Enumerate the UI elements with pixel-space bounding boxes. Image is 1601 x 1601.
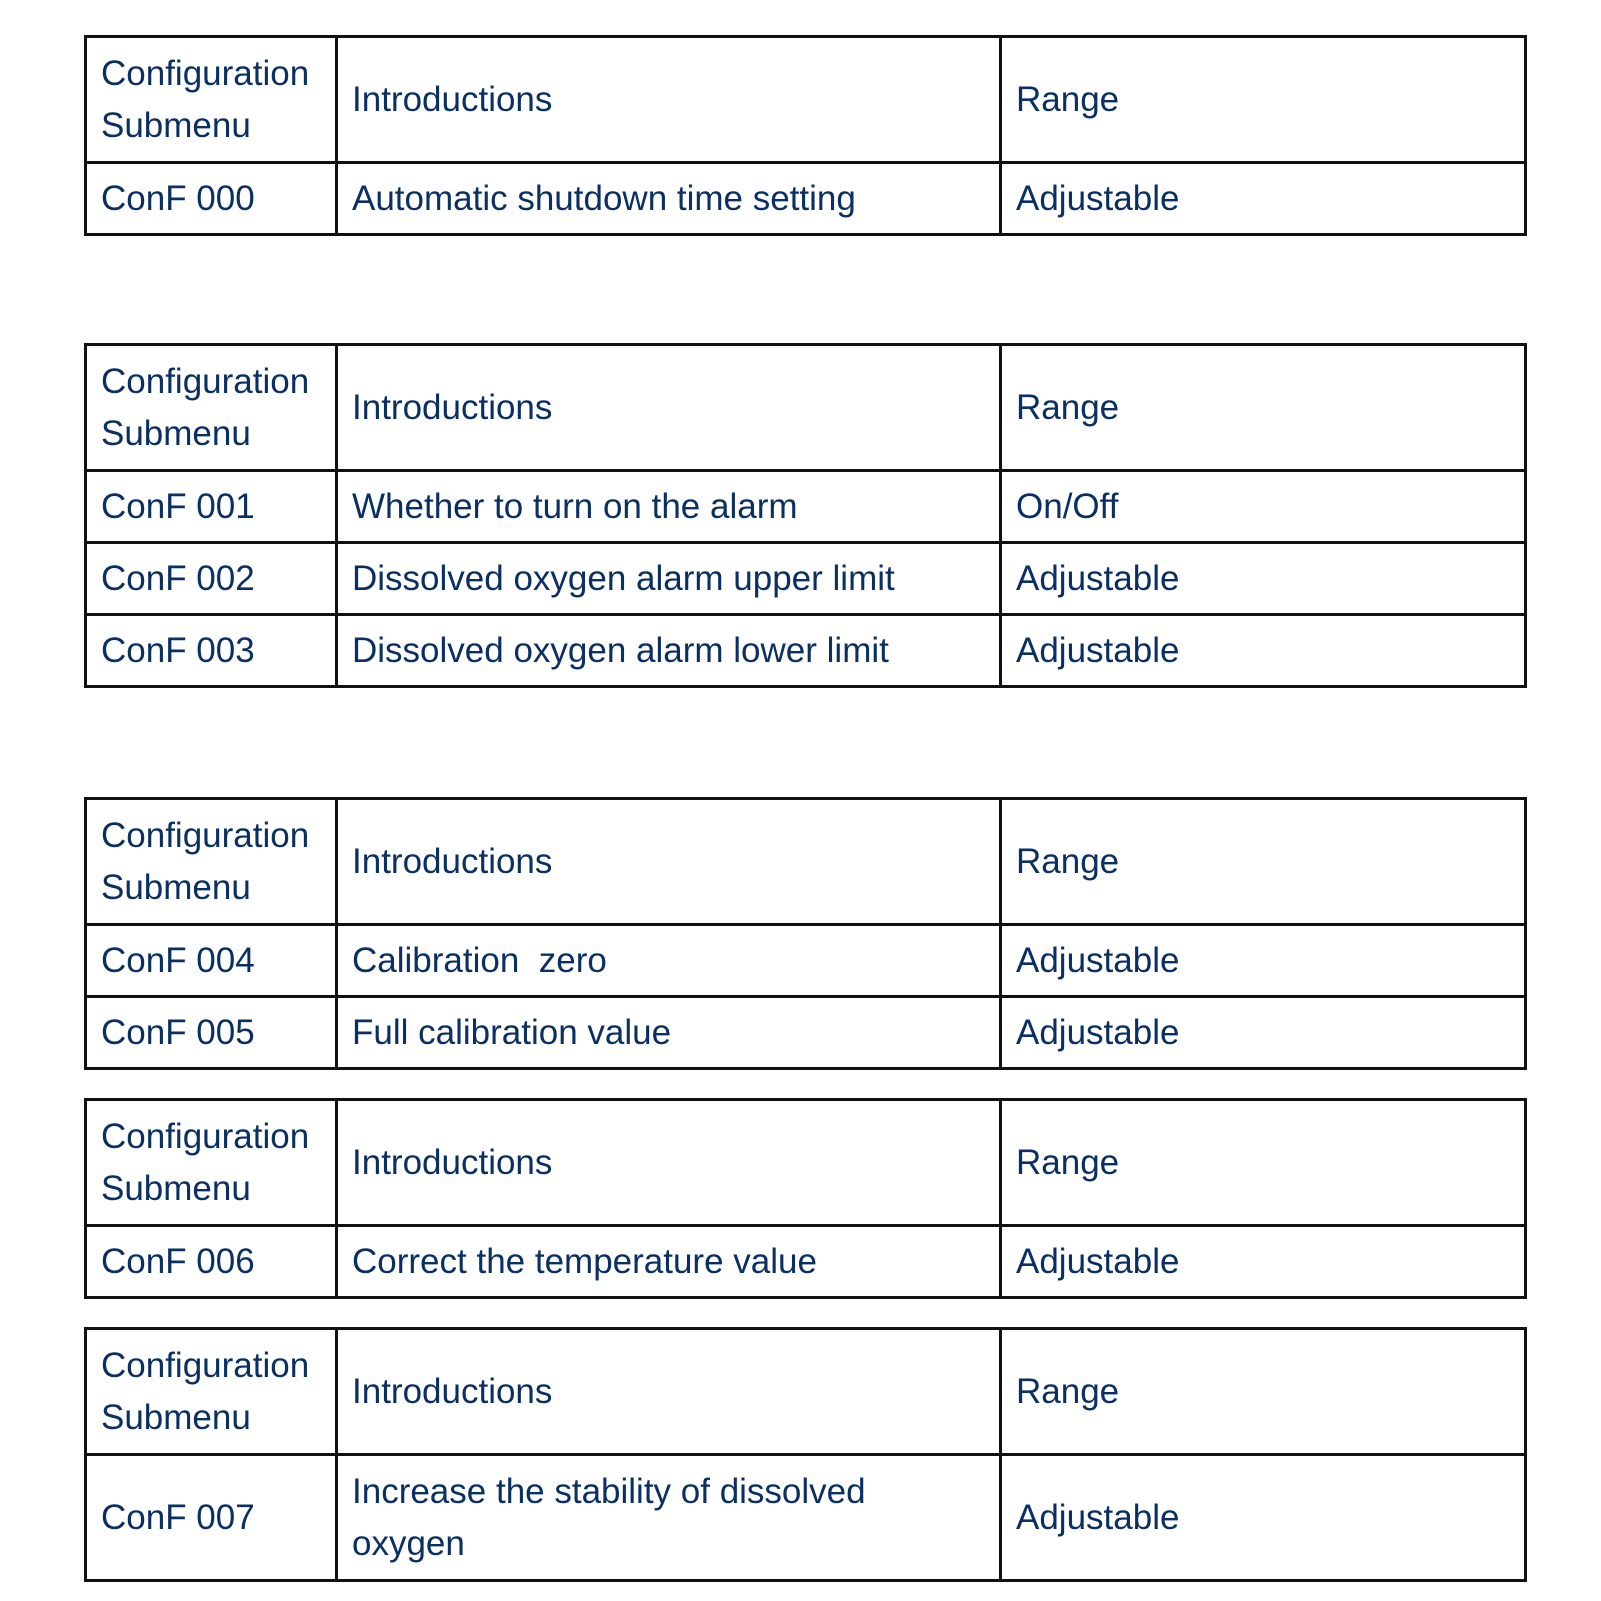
header-introductions: Introductions bbox=[337, 345, 1001, 471]
table-row bbox=[86, 925, 1526, 997]
table-row bbox=[86, 163, 1526, 235]
config-range: Adjustable bbox=[1001, 1226, 1526, 1298]
header-config-submenu: Configuration Submenu bbox=[86, 345, 337, 471]
config-introduction: Correct the temperature value bbox=[337, 1226, 1001, 1298]
config-table-3 bbox=[84, 797, 1527, 1070]
header-introductions: Introductions bbox=[337, 1100, 1001, 1226]
table-row bbox=[86, 997, 1526, 1069]
header-config-submenu: Configuration Submenu bbox=[86, 37, 337, 163]
config-range: Adjustable bbox=[1001, 543, 1526, 615]
config-table-4 bbox=[84, 1098, 1527, 1299]
config-range: Adjustable bbox=[1001, 615, 1526, 687]
config-range: On/Off bbox=[1001, 471, 1526, 543]
header-config-submenu: Configuration Submenu bbox=[86, 1329, 337, 1455]
config-introduction: Calibration zero bbox=[337, 925, 1001, 997]
config-code: ConF 002 bbox=[86, 543, 337, 615]
config-introduction: Dissolved oxygen alarm upper limit bbox=[337, 543, 1001, 615]
header-range: Range bbox=[1001, 345, 1526, 471]
header-config-submenu: Configuration Submenu bbox=[86, 799, 337, 925]
config-code: ConF 004 bbox=[86, 925, 337, 997]
config-range: Adjustable bbox=[1001, 997, 1526, 1069]
config-introduction: Automatic shutdown time setting bbox=[337, 163, 1001, 235]
header-introductions: Introductions bbox=[337, 1329, 1001, 1455]
config-range: Adjustable bbox=[1001, 925, 1526, 997]
config-code: ConF 005 bbox=[86, 997, 337, 1069]
table-row bbox=[86, 1455, 1526, 1581]
header-introductions: Introductions bbox=[337, 37, 1001, 163]
header-range: Range bbox=[1001, 799, 1526, 925]
config-table-1 bbox=[84, 35, 1527, 236]
header-introductions: Introductions bbox=[337, 799, 1001, 925]
config-introduction: Whether to turn on the alarm bbox=[337, 471, 1001, 543]
table-header-row bbox=[86, 37, 1526, 163]
config-introduction: Increase the stability of dissolved oxygen bbox=[337, 1455, 1001, 1581]
config-code: ConF 007 bbox=[86, 1455, 337, 1581]
config-code: ConF 001 bbox=[86, 471, 337, 543]
table-row bbox=[86, 471, 1526, 543]
table-row bbox=[86, 543, 1526, 615]
table-row bbox=[86, 615, 1526, 687]
table-header-row bbox=[86, 1329, 1526, 1455]
config-table-2 bbox=[84, 343, 1527, 688]
config-range: Adjustable bbox=[1001, 163, 1526, 235]
table-header-row bbox=[86, 345, 1526, 471]
config-code: ConF 003 bbox=[86, 615, 337, 687]
header-range: Range bbox=[1001, 1329, 1526, 1455]
table-header-row bbox=[86, 799, 1526, 925]
config-code: ConF 000 bbox=[86, 163, 337, 235]
table-row bbox=[86, 1226, 1526, 1298]
config-code: ConF 006 bbox=[86, 1226, 337, 1298]
header-range: Range bbox=[1001, 1100, 1526, 1226]
config-introduction: Dissolved oxygen alarm lower limit bbox=[337, 615, 1001, 687]
config-range: Adjustable bbox=[1001, 1455, 1526, 1581]
header-range: Range bbox=[1001, 37, 1526, 163]
config-table-5 bbox=[84, 1327, 1527, 1582]
config-introduction: Full calibration value bbox=[337, 997, 1001, 1069]
header-config-submenu: Configuration Submenu bbox=[86, 1100, 337, 1226]
table-header-row bbox=[86, 1100, 1526, 1226]
